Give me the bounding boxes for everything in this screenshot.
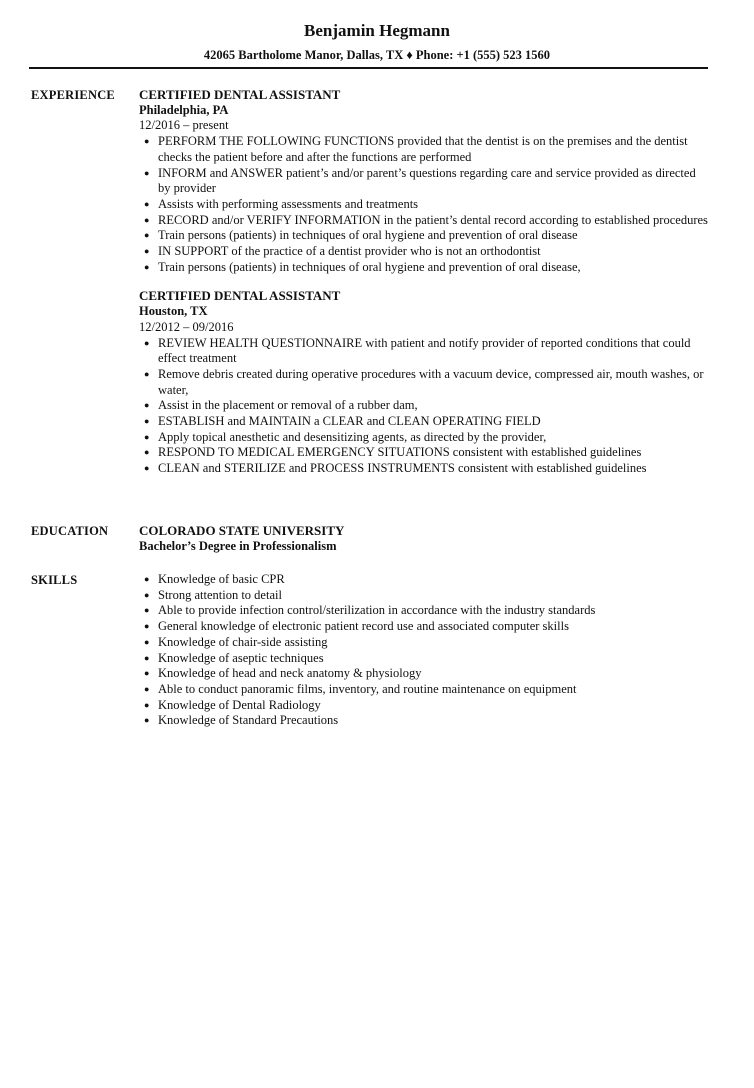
- degree: Bachelor’s Degree in Professionalism: [139, 538, 337, 553]
- bullet-icon: ●: [144, 699, 150, 710]
- contact-line: 42065 Bartholome Manor, Dallas, TX ♦ Phone: +1 (555) 523 1560: [203, 48, 551, 62]
- bullet-icon: ●: [144, 167, 150, 178]
- list-item: ● Train persons (patients) in techniques of oral hygiene and prevention of oral disease,: [144, 259, 581, 274]
- list-item: ● Knowledge of aseptic techniques: [144, 650, 324, 665]
- list-item: ● Knowledge of head and neck anatomy & physiology: [144, 666, 422, 681]
- bullet-icon: ●: [144, 621, 150, 632]
- list-item: ● IN SUPPORT of the practice of a dentist provider who is not an orthodontist: [144, 244, 541, 259]
- header-divider: [29, 67, 708, 69]
- list-item: ● Knowledge of Standard Precautions: [144, 713, 339, 728]
- list-item: ● Strong attention to detail: [144, 587, 282, 602]
- skills-content: [139, 572, 711, 729]
- job-title: CERTIFIED DENTAL ASSISTANT: [139, 288, 341, 304]
- bullet-icon: ●: [144, 136, 150, 147]
- bullet-icon: ●: [144, 416, 150, 427]
- bullet-icon: ●: [144, 261, 150, 272]
- resume-header: [0, 0, 754, 64]
- job-entry-1: [139, 87, 711, 275]
- list-item: ● PERFORM THE FOLLOWING FUNCTIONS provided that the dentist is on the premises and the dentist checks the patient before and after the functions are performed: [144, 134, 688, 164]
- skills-label: SKILLS: [31, 573, 78, 587]
- education-content: [139, 523, 711, 554]
- list-item: ● General knowledge of electronic patient record use and associated computer skills: [144, 619, 569, 634]
- bullet-icon: ●: [144, 463, 150, 474]
- list-item: ● Knowledge of Dental Radiology: [144, 697, 321, 712]
- list-item: ● Able to provide infection control/sterilization in accordance with the industry standards: [144, 603, 596, 618]
- list-item: ● Remove debris created during operative procedures with a vacuum device, compressed air, mouth washes, or water,: [144, 366, 704, 397]
- skills-list: [139, 572, 711, 729]
- job-entry-2: [139, 288, 711, 476]
- bullet-icon: ●: [144, 605, 150, 616]
- experience-label: EXPERIENCE: [31, 88, 115, 102]
- education-label: EDUCATION: [31, 524, 109, 538]
- list-item: ● INFORM and ANSWER patient’s and/or parent’s questions regarding care and service provided as directed by provider: [144, 165, 696, 196]
- bullet-icon: ●: [144, 337, 150, 348]
- list-item: ● Assists with performing assessments and treatments: [144, 196, 419, 211]
- bullet-icon: ●: [144, 683, 150, 694]
- list-item: ● CLEAN and STERILIZE and PROCESS INSTRUMENTS consistent with established guidelines: [144, 461, 647, 476]
- candidate-name: Benjamin Hegmann: [304, 21, 450, 40]
- bullet-icon: ●: [144, 636, 150, 647]
- bullet-icon: ●: [144, 368, 150, 379]
- list-item: ● RESPOND TO MEDICAL EMERGENCY SITUATIONS consistent with established guidelines: [144, 445, 642, 460]
- list-item: ● Knowledge of basic CPR: [144, 572, 285, 586]
- bullet-icon: ●: [144, 447, 150, 458]
- list-item: ● REVIEW HEALTH QUESTIONNAIRE with patient and notify provider of reported conditions that could effect treatment: [144, 335, 691, 366]
- list-item: ● Able to conduct panoramic films, inventory, and routine maintenance on equipment: [144, 681, 577, 696]
- job-title: CERTIFIED DENTAL ASSISTANT: [139, 87, 341, 102]
- list-item: ● Assist in the placement or removal of a rubber dam,: [144, 398, 418, 413]
- list-item: ● RECORD and/or VERIFY INFORMATION in the patient’s dental record according to established procedures: [144, 212, 708, 227]
- school-name: COLORADO STATE UNIVERSITY: [139, 523, 345, 538]
- list-item: ● Train persons (patients) in techniques of oral hygiene and prevention of oral disease: [144, 228, 578, 243]
- bullet-icon: ●: [144, 574, 150, 584]
- job-dates: 12/2012 – 09/2016: [139, 319, 234, 334]
- bullet-icon: ●: [144, 668, 150, 679]
- list-item: ● ESTABLISH and MAINTAIN a CLEAR and CLEAN OPERATING FIELD: [144, 414, 541, 429]
- bullet-icon: ●: [144, 230, 150, 241]
- bullet-icon: ●: [144, 400, 150, 411]
- job-location: Houston, TX: [139, 304, 208, 319]
- bullet-icon: ●: [144, 431, 150, 442]
- bullet-icon: ●: [144, 246, 150, 257]
- bullet-icon: ●: [144, 589, 150, 600]
- bullet-icon: ●: [144, 652, 150, 663]
- job-duties-list: [139, 336, 711, 477]
- experience-content: [139, 87, 711, 477]
- list-item: ● Knowledge of chair-side assisting: [144, 634, 328, 649]
- list-item: ● Apply topical anesthetic and desensitizing agents, as directed by the provider,: [144, 429, 547, 444]
- job-duties-list: [139, 134, 711, 275]
- bullet-icon: ●: [144, 715, 150, 726]
- job-location: Philadelphia, PA: [139, 102, 229, 117]
- bullet-icon: ●: [144, 214, 150, 225]
- bullet-icon: ●: [144, 198, 150, 209]
- job-dates: 12/2016 – present: [139, 118, 229, 133]
